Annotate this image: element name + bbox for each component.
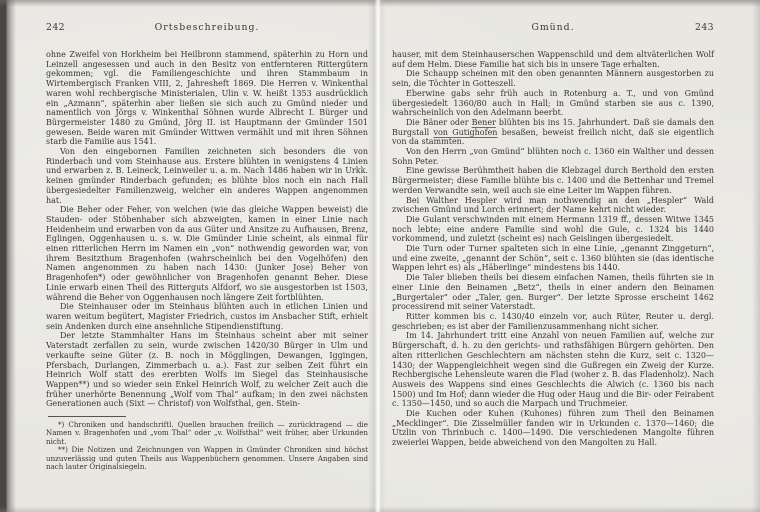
paragraph: Ritter kommen bis c. 1430/40 einzeln vor, auch Rüter, Reuter u. dergl. geschrieben; es ist aber der Familienzusammenhang nicht sicher. [392, 311, 714, 331]
pencil-underline: von Gutighofen [433, 127, 498, 137]
left-page-header [46, 22, 368, 33]
paragraph: Die Bäner oder Bener blühten bis ins 15. Jahrhundert. Daß sie damals den Burgstall von Gutighofen besaßen, beweist freilich nicht, daß sie eigentlich von da stammten. [392, 117, 714, 147]
right-running-header: Gmünd. [531, 22, 575, 33]
paragraph: Im 14. Jahrhundert tritt eine Anzahl von neuen Familien auf, welche zur Bürgerschaft, d. h. zu den gerichts- und rathsfähigen Bürgern gehörten. Den alten ritterlichen Geschlechtern am nächsten stehn die Kurz, seit c. 1320—1430; der Wappengleichheit wegen sind die Gußregen ein Zweig der Kurze. Rechbergische Lehensleute waren die Flad (woher z. B. das Fladenholz). Nach Ausweis des Wappens sind eines Geschlechts die Alwich (c. 1360 bis nach 1500) und Im Hof; dann wieder die Hug oder Haug und die Bir- oder Feirabent c. 1350—1450, und so auch die Marpach und Truchmeier. [392, 331, 714, 409]
paragraph: Von den Herrn „von Gmünd“ blühten noch c. 1360 ein Walther und dessen Sohn Peter. [392, 147, 714, 166]
paragraph: Die Turn oder Turner spalteten sich in eine Linie, „genannt Zinggeturn“, und eine zweite, „genannt der Schön“, seit c. 1360 blühten sie (das identische Wappen lehrt es) als „Häberlinge“ mindestens bis 1440. [392, 244, 714, 273]
right-page-number: 243 [695, 22, 714, 33]
left-page-body [46, 50, 368, 409]
paragraph: Von den eingebornen Familien zeichneten sich besonders die von Rinderbach und vom Steinhause aus. Erstere blühten in wenigstens 4 Linien und erwarben z. B. Leineck, Leinweiler u. a. m. Nach 1486 haben wir in Urkk. keinen gmünder Rinderbach gefunden; es blühte blos noch ein nach Hall übergesiedelter Familienzweig, welcher ein anderes Wappen angenommen hat. [46, 147, 368, 205]
footnote: *) Chroniken und handschriftl. Quellen brauchen freilich — zurücktragend — die Namen v. Bragenhofen und „vom Thal“ oder „v. Wolfsthal“ weit früher, aber Urkunden nicht. [46, 420, 368, 446]
paragraph: Bei Walther Hespler wird man nothwendig an den „Hespler“ Wald zwischen Gmünd und Lorch erinnert; der Name kehrt nicht wieder. [392, 195, 714, 215]
right-page [392, 22, 714, 448]
paragraph: Der letzte Stammhalter Hans im Steinhaus scheint aber mit seiner Vaterstadt zerfallen zu sein, wurde zwischen 1420/30 Bürger in Ulm und verkaufte seine Güter (z. B. noch in Mögglingen, Dewangen, Iggingen, Pfersbach, Durlangen, Zimmerbach u. a.). Fast zur selben Zeit führt ein Heinrich Wolf statt des ererbten Wolfs im Siegel das Steinhausische Wappen**) und so wieder sein Enkel Heinrich Wolf, zu welcher Zeit auch die früher unerhörte Benennung „Wolf vom Thal“ aufkam; in den zwei nächsten Generationen auch (Sixt — Christof) von Wolfsthal, gen. Stein- [46, 331, 368, 409]
footnote-divider [48, 416, 126, 417]
scan-edge-right [752, 0, 760, 512]
paragraph: Die Steinhauser oder im Steinhaus blühten auch in etlichen Linien und waren weitum begütert, Magister Friedrich, custos im Ansbacher Stift, erhielt sein Andenken durch eine ansehnliche Stipendienstiftung. [46, 302, 368, 331]
paragraph: hauser, mit dem Steinhauserschen Wappenschild und dem altväterlichen Wolf auf dem Helm. Diese Familie hat sich bis in unsere Tage erhalten. [392, 50, 714, 69]
right-page-body [392, 50, 714, 448]
paragraph: Eine gewisse Berühmtheit haben die Klebzagel durch Berthold den ersten Bürgermeister; diese Familie blühte bis c. 1400 und die Bettenhar und Tremel werden Verwandte sein, weil auch sie eine Leiter im Wappen führen. [392, 166, 714, 195]
scan-edge-left [0, 0, 16, 512]
page-gutter [368, 0, 386, 512]
paragraph: Die Gulant verschwinden mit einem Hermann 1319 ff., dessen Witwe 1345 noch lebte; eine andere Familie sind wohl die Gule, c. 1324 bis 1440 vorkommend, und zuletzt (scheint es) nach Geislingen übergesiedelt. [392, 214, 714, 244]
paragraph: Die Taler blieben theils bei diesem einfachen Namen, theils führten sie in einer Linie den Beinamen „Betz“, theils in einer andern den Beinamen „Burgertaler“ oder „Taler, gen. Burger“. Der letzte Sprosse erscheint 1462 processirend mit seiner Vaterstadt. [392, 273, 714, 312]
paragraph: Die Kuchen oder Kuhen (Kuhones) führen zum Theil den Beinamen „Mecklinger“. Die Zisselmüller fanden wir in Urkunden c. 1370—1460; die Utzlin von Thrinbuch c. 1400—1490. Die verschiedenen Mangolte führen zweierlei Wappen, beide abweichend von den Mangolten zu Hall. [392, 409, 714, 448]
paragraph: Die Schaupp scheinen mit den oben genannten Männern ausgestorben zu sein, die Töchter in Gotteszell. [392, 69, 714, 89]
paragraph: Die Beher oder Feher, von welchen (wie das gleiche Wappen beweist) die Stauden- oder Stöbenhaber sich abzweigten, kamen in einer Linie nach Heidenheim und erwarben von da aus Güter und Ansitze zu Aufhausen, Brenz, Eglingen, Oggenhausen u. s. w. Die Gmünder Linie scheint, als einmal für einen ritterlichen Herrn im Namen ein „von“ nothwendig geworden war, von ihrem Besitzthum Bragenhofen (wahrscheinlich bei den Vogelhöfen) den Namen angenommen zu haben nach 1430: (Junker Jose) Beher von Bragenhofen*) oder gewöhnlicher von Bragenhofen genannt Beher. Diese Linie erwarb einen Theil des Ritterguts Alfdorf, wo sie ausgestorben ist 1503, während die Beher von Oggenhausen noch längere Zeit fortblühten. [46, 205, 368, 302]
footnotes [46, 421, 368, 471]
left-running-header: Ortsbeschreibung. [154, 22, 260, 33]
footnote: **) Die Notizen und Zeichnungen von Wappen in Gmünder Chroniken sind höchst unzuverlässig und guten Theils aus Wappenbüchern genommen. Unsere Angaben sind nach lauter Originalsiegeln. [46, 445, 368, 472]
paragraph: ohne Zweifel von Horkheim bei Heilbronn stammend, späterhin zu Horn und Leinzell angesessen und auch in den Besitz von entfernteren Rittergütern gekommen; vgl. die Familiengeschichte und ihren Stammbaum in Wirtembergisch Franken VIII, 2, Jahresheft 1869. Die Herren v. Winkenthal waren wohl rechbergische Ministerialen, Ulin v. W. heißt 1353 ausdrücklich ein „Azmann“, späterhin aber ließen sie sich auch zu Gmünd nieder und namentlich von Jörgs v. Winkenthal Söhnen wurde Albrecht I. Bürger und Bürgermeister 1480 zu Gmünd, Jörg II. ist Hauptmann der Gmünder 1501 gewesen. Beide waren mit Gmünder Wittwen vermählt und mit ihren Söhnen starb die Familie aus 1541. [46, 50, 368, 147]
left-page-number: 242 [46, 22, 65, 33]
paragraph: Eberwine gabs sehr früh auch in Rotenburg a. T., und von Gmünd übergesiedelt 1360/80 auch in Hall; in Gmünd starben sie aus c. 1390, wahrscheinlich von den Adelmann beerbt. [392, 88, 714, 118]
pencil-underline: Bener [471, 117, 496, 127]
left-page [46, 22, 368, 471]
right-page-header [392, 22, 714, 33]
